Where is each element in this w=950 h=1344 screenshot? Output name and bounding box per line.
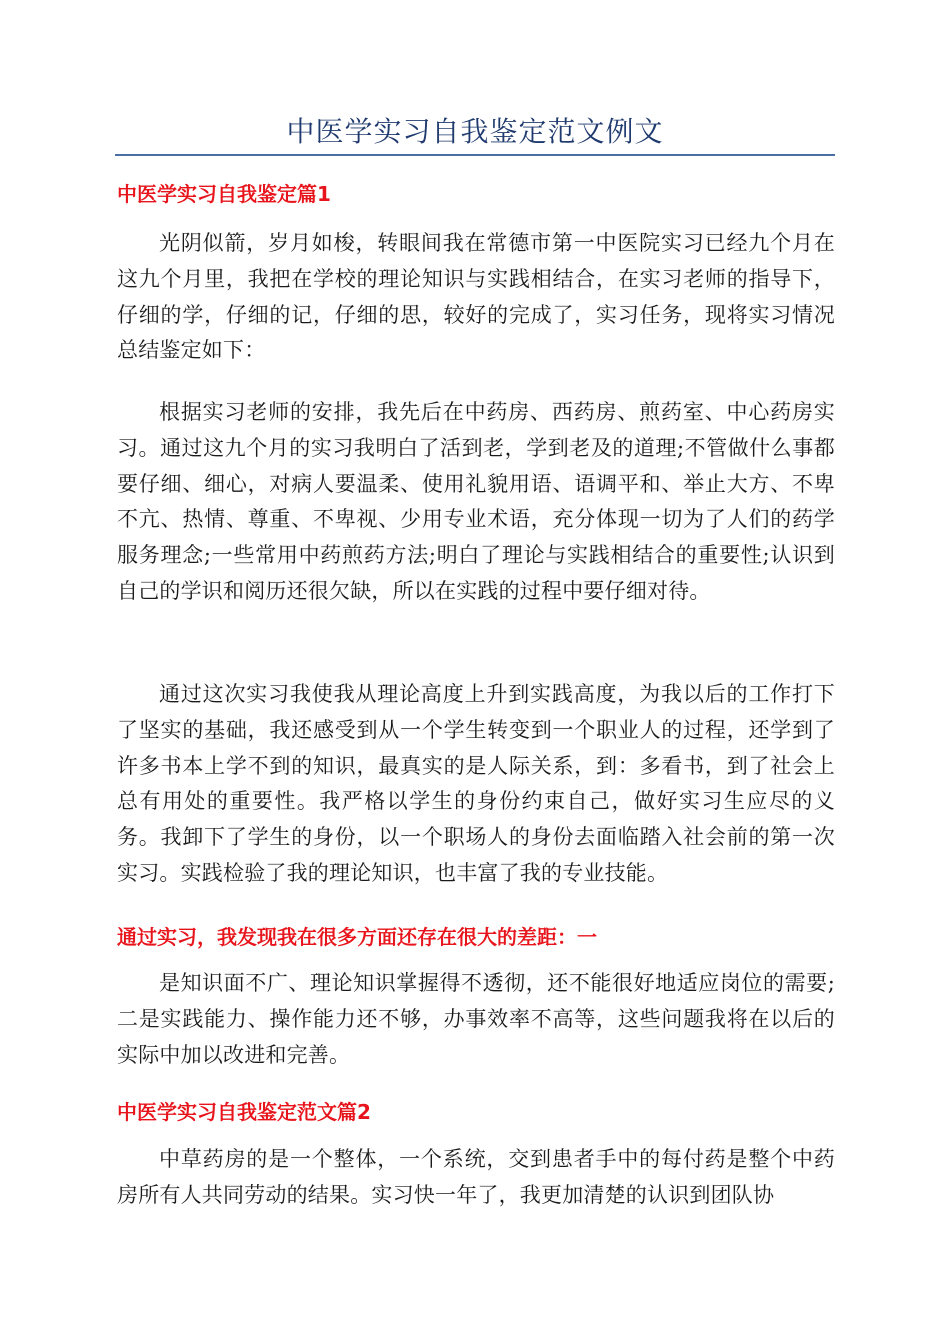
paragraph-3: 通过这次实习我使我从理论高度上升到实践高度，为我以后的工作打下了坚实的基础，我还感受到从一个学生转变到一个职业人的过程，还学到了许多书本上学不到的知识，最真实的是人际关系，到：多看书，到了社会上总有用处的重要性。我严格以学生的身份约束自己，做好实习生应尽的义务。我卸下了学生的身份，以一个职场人的身份去面临踏入社会前的第一次实习。实践检验了我的理论知识，也丰富了我的专业技能。 — [117, 682, 835, 885]
document-title: 中医学实习自我鉴定范文例文 — [286, 115, 664, 148]
paragraph-5: 中草药房的是一个整体，一个系统，交到患者手中的每付药是整个中药房所有人共同劳动的结果。实习快一年了，我更加清楚的认识到团队协 — [117, 1147, 835, 1207]
section-heading-3: 中医学实习自我鉴定范文篇2 — [117, 1100, 371, 1124]
title-divider — [115, 154, 835, 156]
paragraph-4: 是知识面不广、理论知识掌握得不透彻，还不能很好地适应岗位的需要;二是实践能力、操作能力还不够，办事效率不高等，这些问题我将在以后的实际中加以改进和完善。 — [117, 971, 835, 1067]
paragraph-1: 光阴似箭，岁月如梭，转眼间我在常德市第一中医院实习已经九个月在这九个月里，我把在学校的理论知识与实践相结合，在实习老师的指导下，仔细的学，仔细的记，仔细的思，较好的完成了，实习任务，现将实习情况总结鉴定如下： — [117, 231, 835, 363]
section-heading-2: 通过实习，我发现我在很多方面还存在很大的差距：一 — [117, 925, 597, 949]
paragraph-2: 根据实习老师的安排，我先后在中药房、西药房、煎药室、中心药房实习。通过这九个月的实习我明白了活到老，学到老及的道理;不管做什么事都要仔细、细心，对病人要温柔、使用礼貌用语、语调平和、举止大方、不卑不亢、热情、尊重、不卑视、少用专业术语，充分体现一切为了人们的药学服务理念;一些常用中药煎药方法;明白了理论与实践相结合的重要性;认识到自己的学识和阅历还很欠缺，所以在实践的过程中要仔细对待。 — [117, 400, 835, 603]
section-heading-1: 中医学实习自我鉴定篇1 — [117, 182, 331, 206]
